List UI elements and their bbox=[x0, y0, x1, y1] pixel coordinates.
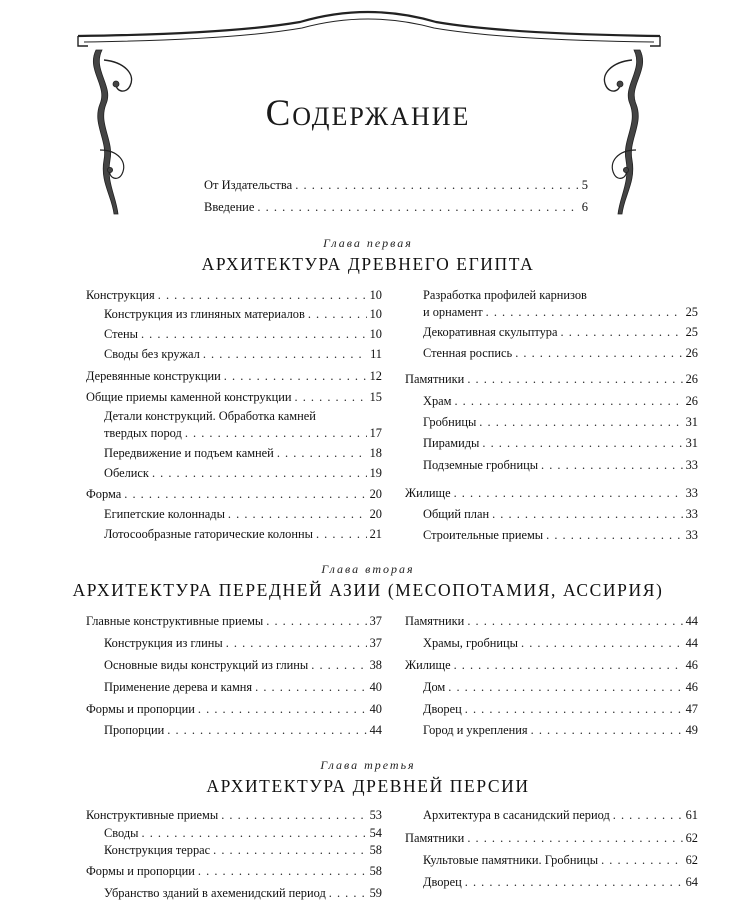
toc-entry[interactable]: Дворец . . . 64 bbox=[423, 875, 698, 890]
toc-entry[interactable]: Подземные гробницы . . . 33 bbox=[423, 458, 698, 473]
chapter-title: АРХИТЕКТУРА ПЕРЕДНЕЙ АЗИИ (МЕСОПОТАМИЯ, АССИРИЯ) bbox=[72, 580, 664, 600]
toc-entry[interactable]: Памятники . . . 62 bbox=[405, 831, 698, 846]
toc-entry[interactable]: Основные виды конструкций из глины . . . 38 bbox=[104, 658, 382, 673]
toc-entry[interactable]: Убранство зданий в ахеменидский период . . . 59 bbox=[104, 886, 382, 901]
front-matter-item[interactable] bbox=[204, 178, 588, 193]
toc-column-left bbox=[86, 614, 382, 744]
toc-entry[interactable]: Жилище . . . 46 bbox=[405, 658, 698, 673]
toc-column-right bbox=[405, 808, 698, 912]
toc-entry[interactable]: Конструкция из глины . . . 37 bbox=[104, 636, 382, 651]
toc-entry[interactable]: Формы и пропорции . . . 58 bbox=[86, 864, 382, 879]
toc-entry[interactable]: Строительные приемы . . . 33 bbox=[423, 528, 698, 543]
toc-entry[interactable]: Разработка профилей карнизов и орнамент . . . 25 bbox=[423, 288, 698, 320]
toc-entry[interactable]: Общий план . . . 33 bbox=[423, 507, 698, 522]
toc-entry[interactable]: Храм . . . 26 bbox=[423, 394, 698, 409]
chapter-label: Глава вторая bbox=[321, 562, 415, 576]
toc-entry[interactable]: Архитектура в сасанидский период . . . 61 bbox=[423, 808, 698, 823]
front-matter-item[interactable] bbox=[204, 200, 588, 215]
toc-entry[interactable]: Памятники . . . 44 bbox=[405, 614, 698, 629]
toc-entry[interactable]: Дом . . . 46 bbox=[423, 680, 698, 695]
chapter-title: АРХИТЕКТУРА ДРЕВНЕЙ ПЕРСИИ bbox=[206, 776, 530, 796]
toc-entry[interactable]: Детали конструкций. Обработка камней твердых пород . . . 17 bbox=[104, 409, 382, 441]
entry-page: 6 bbox=[581, 200, 588, 214]
toc-column-right bbox=[405, 614, 698, 744]
toc-entry[interactable]: Стенная роспись . . . 26 bbox=[423, 346, 698, 361]
chapter-title: АРХИТЕКТУРА ДРЕВНЕГО ЕГИПТА bbox=[201, 254, 535, 274]
entry-page: 5 bbox=[581, 178, 588, 192]
toc-entry[interactable]: Стены . . . 10 bbox=[104, 327, 382, 342]
toc-column-right bbox=[405, 288, 698, 548]
chapter-label: Глава третья bbox=[320, 758, 416, 772]
toc-entry[interactable]: Памятники . . . 26 bbox=[405, 372, 698, 387]
toc-entry[interactable]: Пропорции . . . 44 bbox=[104, 723, 382, 738]
toc-entry[interactable]: Конструкция террас . . . 58 bbox=[104, 843, 382, 858]
toc-entry[interactable]: Конструкция из глиняных материалов . . . 10 bbox=[104, 307, 382, 322]
toc-entry[interactable]: Лотосообразные гаторические колонны . . . 21 bbox=[104, 527, 382, 542]
toc-entry[interactable]: Конструкция . . . 10 bbox=[86, 288, 382, 303]
toc-entry[interactable]: Передвижение и подъем камней . . . 18 bbox=[104, 446, 382, 461]
page-title: Содержание bbox=[265, 93, 471, 134]
toc-entry[interactable]: Декоративная скульптура . . . 25 bbox=[423, 325, 698, 340]
toc-entry[interactable]: Дворец . . . 47 bbox=[423, 702, 698, 717]
toc-entry[interactable]: Деревянные конструкции . . . 12 bbox=[86, 369, 382, 384]
toc-entry[interactable]: Общие приемы каменной конструкции . . . 15 bbox=[86, 390, 382, 405]
toc-column-left bbox=[86, 288, 382, 548]
toc-entry[interactable]: Город и укрепления . . . 49 bbox=[423, 723, 698, 738]
toc-entry[interactable]: Храмы, гробницы . . . 44 bbox=[423, 636, 698, 651]
toc-entry[interactable]: Жилище . . . 33 bbox=[405, 486, 698, 501]
toc-entry[interactable]: Пирамиды . . . 31 bbox=[423, 436, 698, 451]
toc-entry[interactable]: Формы и пропорции . . . 40 bbox=[86, 702, 382, 717]
toc-entry[interactable]: Культовые памятники. Гробницы . . . 62 bbox=[423, 853, 698, 868]
toc-entry[interactable]: Главные конструктивные приемы . . . 37 bbox=[86, 614, 382, 629]
toc-entry[interactable]: Конструктивные приемы . . . 53 bbox=[86, 808, 382, 823]
toc-entry[interactable]: Обелиск . . . 19 bbox=[104, 466, 382, 481]
chapter-label: Глава первая bbox=[323, 236, 413, 250]
toc-entry[interactable]: Своды . . . 54 bbox=[104, 826, 382, 841]
toc-entry[interactable]: Египетские колоннады . . . 20 bbox=[104, 507, 382, 522]
toc-column-left bbox=[86, 808, 382, 912]
entry-title: От Издательства bbox=[204, 178, 293, 192]
toc-entry[interactable]: Гробницы . . . 31 bbox=[423, 415, 698, 430]
toc-entry[interactable]: Своды без кружал . . . 11 bbox=[104, 347, 382, 362]
toc-entry[interactable]: Форма . . . 20 bbox=[86, 487, 382, 502]
toc-entry[interactable]: Применение дерева и камня . . . 40 bbox=[104, 680, 382, 695]
entry-title: Введение bbox=[204, 200, 255, 214]
